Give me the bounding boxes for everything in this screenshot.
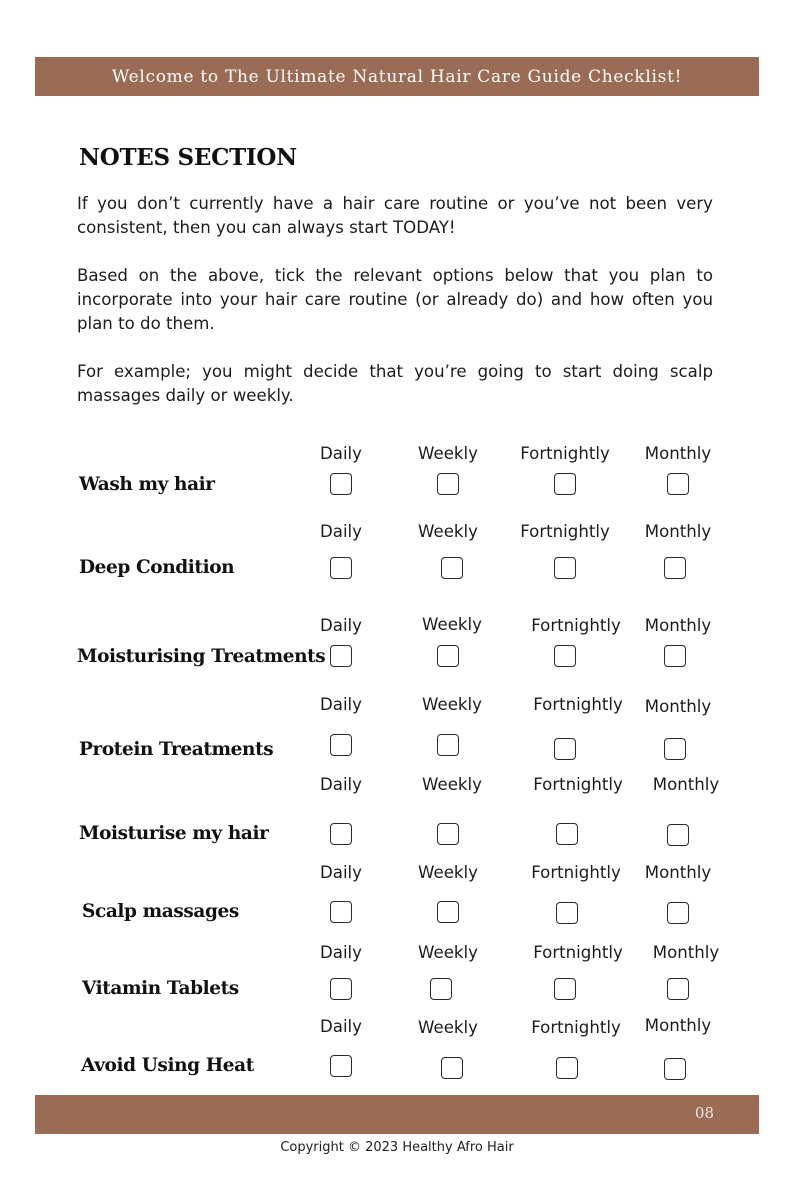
frequency-label-fortnightly: Fortnightly xyxy=(531,1018,621,1037)
frequency-label-weekly: Weekly xyxy=(422,615,482,634)
frequency-label-daily: Daily xyxy=(320,775,362,794)
checkbox-weekly[interactable] xyxy=(437,734,459,756)
checkbox-fortnightly[interactable] xyxy=(554,557,576,579)
checkbox-weekly[interactable] xyxy=(441,557,463,579)
frequency-label-monthly: Monthly xyxy=(644,1016,712,1035)
checkbox-weekly[interactable] xyxy=(437,473,459,495)
frequency-label-daily: Daily xyxy=(320,695,362,714)
checkbox-daily[interactable] xyxy=(330,901,352,923)
frequency-label-daily: Daily xyxy=(320,444,362,463)
checklist-row-label: Wash my hair xyxy=(79,474,215,495)
checkbox-daily[interactable] xyxy=(330,557,352,579)
checkbox-monthly[interactable] xyxy=(664,557,686,579)
header-banner-text: Welcome to The Ultimate Natural Hair Care Guide Checklist! xyxy=(111,66,683,87)
checkbox-fortnightly[interactable] xyxy=(554,738,576,760)
intro-paragraph: If you don’t currently have a hair care routine or you’ve not been very consistent, then you can always start TODAY! xyxy=(77,194,713,237)
checkbox-daily[interactable] xyxy=(330,734,352,756)
frequency-label-weekly: Weekly xyxy=(418,444,478,463)
instruction-paragraph: Based on the above, tick the relevant options below that you plan to incorporate into your hair care routine (or already do) and how often you plan to do them. xyxy=(77,266,713,333)
frequency-label-monthly: Monthly xyxy=(644,522,712,541)
checkbox-fortnightly[interactable] xyxy=(556,902,578,924)
frequency-label-daily: Daily xyxy=(320,863,362,882)
frequency-label-monthly: Monthly xyxy=(644,697,712,716)
frequency-label-fortnightly: Fortnightly xyxy=(533,943,623,962)
checkbox-daily[interactable] xyxy=(330,645,352,667)
page-title: NOTES SECTION xyxy=(79,144,297,171)
frequency-label-fortnightly: Fortnightly xyxy=(531,863,621,882)
checkbox-weekly[interactable] xyxy=(441,1057,463,1079)
example-paragraph: For example; you might decide that you’re going to start doing scalp massages daily or weekly. xyxy=(77,362,713,405)
checkbox-daily[interactable] xyxy=(330,1055,352,1077)
checkbox-monthly[interactable] xyxy=(667,824,689,846)
frequency-label-monthly: Monthly xyxy=(644,616,712,635)
checkbox-monthly[interactable] xyxy=(664,645,686,667)
checkbox-monthly[interactable] xyxy=(664,738,686,760)
checkbox-fortnightly[interactable] xyxy=(554,473,576,495)
checkbox-monthly[interactable] xyxy=(667,978,689,1000)
checkbox-fortnightly[interactable] xyxy=(554,645,576,667)
frequency-label-fortnightly: Fortnightly xyxy=(533,775,623,794)
frequency-label-daily: Daily xyxy=(320,522,362,541)
checklist-row-label: Avoid Using Heat xyxy=(81,1055,254,1076)
checkbox-weekly[interactable] xyxy=(430,978,452,1000)
copyright-notice: Copyright © 2023 Healthy Afro Hair xyxy=(280,1140,514,1155)
checklist-row-label: Protein Treatments xyxy=(79,739,274,760)
frequency-label-monthly: Monthly xyxy=(644,863,712,882)
frequency-label-weekly: Weekly xyxy=(418,1018,478,1037)
header-banner xyxy=(35,57,759,96)
frequency-label-daily: Daily xyxy=(320,943,362,962)
checkbox-weekly[interactable] xyxy=(437,901,459,923)
checkbox-fortnightly[interactable] xyxy=(554,978,576,1000)
frequency-label-weekly: Weekly xyxy=(422,775,482,794)
checkbox-monthly[interactable] xyxy=(667,902,689,924)
frequency-label-fortnightly: Fortnightly xyxy=(520,522,610,541)
checkbox-monthly[interactable] xyxy=(664,1058,686,1080)
frequency-label-daily: Daily xyxy=(320,616,362,635)
frequency-label-weekly: Weekly xyxy=(418,522,478,541)
frequency-label-monthly: Monthly xyxy=(652,775,720,794)
checkbox-daily[interactable] xyxy=(330,473,352,495)
checklist-row-label: Deep Condition xyxy=(79,557,235,578)
checkbox-fortnightly[interactable] xyxy=(556,1057,578,1079)
checklist-row-label: Moisturising Treatments xyxy=(77,646,326,667)
checkbox-daily[interactable] xyxy=(330,823,352,845)
frequency-label-fortnightly: Fortnightly xyxy=(533,695,623,714)
checkbox-daily[interactable] xyxy=(330,978,352,1000)
frequency-label-fortnightly: Fortnightly xyxy=(520,444,610,463)
frequency-label-monthly: Monthly xyxy=(644,444,712,463)
checkbox-weekly[interactable] xyxy=(437,645,459,667)
checklist-row-label: Moisturise my hair xyxy=(79,823,269,844)
checklist-row-label: Scalp massages xyxy=(82,901,239,922)
checkbox-fortnightly[interactable] xyxy=(556,823,578,845)
page-number: 08 xyxy=(694,1104,714,1122)
frequency-label-weekly: Weekly xyxy=(418,943,478,962)
checkbox-monthly[interactable] xyxy=(667,473,689,495)
checkbox-weekly[interactable] xyxy=(437,823,459,845)
footer-banner xyxy=(35,1095,759,1134)
frequency-label-fortnightly: Fortnightly xyxy=(531,616,621,635)
frequency-label-daily: Daily xyxy=(320,1017,362,1036)
checklist-row-label: Vitamin Tablets xyxy=(82,978,239,999)
frequency-label-monthly: Monthly xyxy=(652,943,720,962)
frequency-label-weekly: Weekly xyxy=(422,695,482,714)
frequency-label-weekly: Weekly xyxy=(418,863,478,882)
